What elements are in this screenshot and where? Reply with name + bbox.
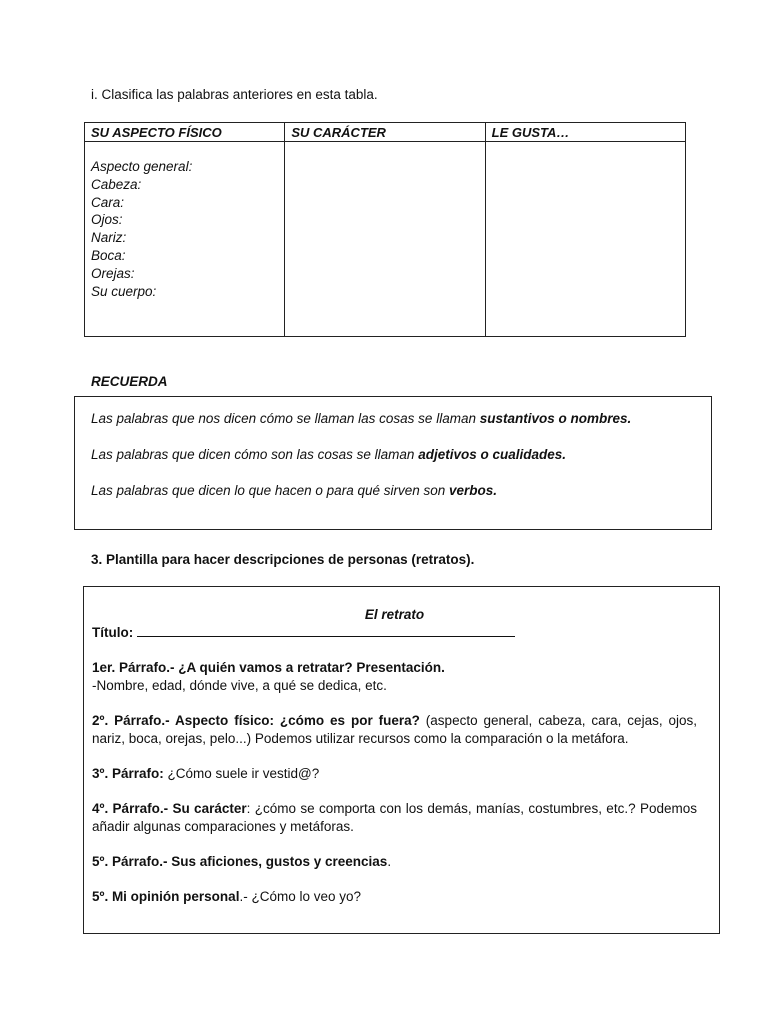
header-caracter: SU CARÁCTER [285, 123, 485, 142]
paragraph-6-bold: 5º. Mi opinión personal [92, 889, 240, 904]
cell-le-gusta[interactable] [485, 142, 685, 337]
recuerda-line-bold: verbos. [449, 483, 498, 498]
list-item: Cara: [91, 194, 125, 210]
recuerda-title: RECUERDA [91, 374, 168, 389]
recuerda-line-1 [91, 410, 695, 428]
paragraph-3-text: ¿Cómo suele ir vestid@? [163, 766, 320, 781]
paragraph-3 [92, 765, 697, 783]
instruction-text: i. Clasifica las palabras anteriores en esta tabla. [91, 87, 378, 102]
paragraph-4 [92, 800, 697, 836]
header-le-gusta: LE GUSTA… [485, 123, 685, 142]
paragraph-2 [92, 712, 697, 748]
paragraph-4-bold: 4º. Párrafo.- Su carácter [92, 801, 247, 816]
titulo-blank-line[interactable] [137, 624, 515, 637]
cell-caracter[interactable] [285, 142, 485, 337]
paragraph-1-bold: 1er. Párrafo.- ¿A quién vamos a retratar? Presentación. [92, 660, 445, 675]
paragraph-1-text: -Nombre, edad, dónde vive, a qué se dedica, etc. [92, 678, 387, 693]
recuerda-line-2 [91, 446, 695, 464]
paragraph-2-text: (aspecto general, cabeza, cara, cejas, ojos, nariz, boca, orejas, pelo...) Podemos utilizar recursos como la comparación o la metáfora. [92, 713, 698, 746]
paragraph-5 [92, 853, 697, 871]
paragraph-2-bold: 2º. Párrafo.- Aspecto físico: ¿cómo es por fuera? [92, 713, 420, 728]
titulo-row [92, 624, 697, 642]
paragraph-5-bold: 5º. Párrafo.- Sus aficiones, gustos y creencias [92, 854, 388, 869]
paragraph-6-text: .- ¿Cómo lo veo yo? [239, 889, 361, 904]
recuerda-line-3 [91, 482, 695, 500]
paragraph-1 [92, 659, 697, 695]
recuerda-box [74, 396, 712, 530]
list-item: Su cuerpo: [91, 283, 157, 299]
paragraph-4-text: : ¿cómo se comporta con los demás, manías, costumbres, etc.? Podemos añadir algunas comparaciones y metáforas. [92, 801, 697, 834]
classification-table [84, 122, 686, 337]
cell-aspecto-fisico[interactable] [85, 142, 285, 337]
paragraph-3-bold: 3º. Párrafo: [92, 766, 164, 781]
list-item: Nariz: [91, 230, 127, 246]
plantilla-box [83, 586, 720, 934]
recuerda-line-bold: adjetivos o cualidades. [418, 447, 566, 462]
recuerda-line-bold: sustantivos o nombres. [479, 411, 632, 426]
recuerda-line-text: Las palabras que dicen cómo son las cosas se llaman [91, 447, 419, 462]
table-body-row [85, 142, 686, 337]
paragraph-5-text: . [387, 854, 392, 869]
paragraph-6 [92, 888, 697, 906]
list-item: Orejas: [91, 265, 135, 281]
table-header-row [85, 123, 686, 142]
list-item: Aspecto general: [91, 159, 193, 174]
titulo-label: Título: [92, 625, 134, 640]
section-3-heading: 3. Plantilla para hacer descripciones de personas (retratos). [91, 552, 475, 567]
aspecto-list [91, 158, 278, 300]
recuerda-line-text: Las palabras que dicen lo que hacen o para qué sirven son [91, 483, 450, 498]
list-item: Cabeza: [91, 176, 142, 192]
list-item: Boca: [91, 247, 126, 263]
header-aspecto-fisico: SU ASPECTO FÍSICO [85, 123, 285, 142]
recuerda-line-text: Las palabras que nos dicen cómo se llaman las cosas se llaman [91, 411, 480, 426]
list-item: Ojos: [91, 212, 123, 228]
plantilla-title: El retrato [364, 607, 425, 622]
